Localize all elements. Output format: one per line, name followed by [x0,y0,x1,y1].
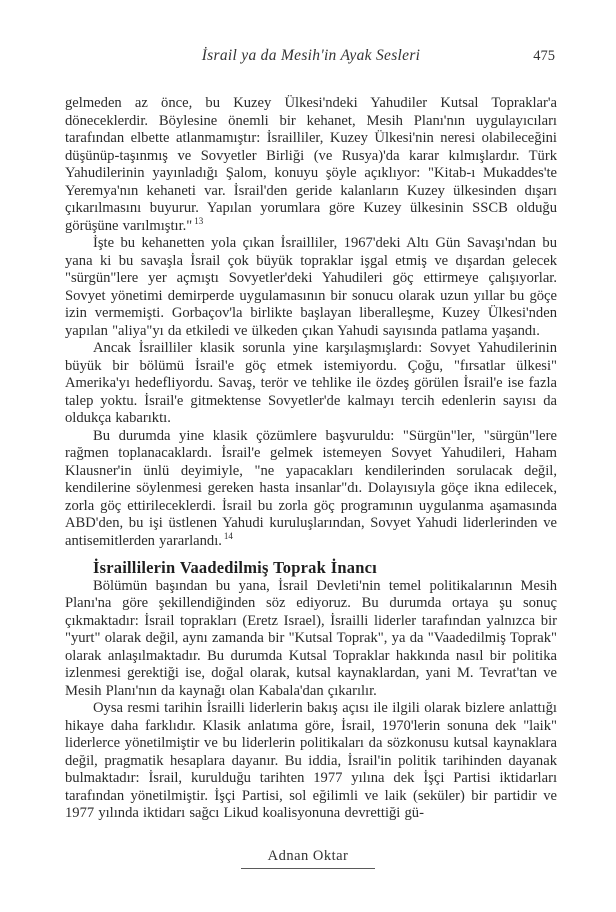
paragraph-text: Bu durumda yine klasik çözümlere başvuruldu: "Sürgün"ler, "sürgün"lere rağmen toplanacaklardı. İsrail'e gelmek istemeyen Sovyet Yahudileri, Haham Klausner'in ünlü deyimiyle, "ne yapacakları kendilerinden sorulacak değil, kendilerine söylenmesi gereken hasta insanlar"dı. Dolayısıyla göçe ikna edilecek, zorla göç ettirileceklerdi. İsrail bu zorla göç programının uygulanma aşamasında ABD'den, bu işi üstlenen Yahudi kuruluşlarından, Sovyet Yahudi liderlerinden ve antisemitlerden yararlandı. [65,427,557,549]
paragraph [65,340,557,428]
paragraph [65,700,557,823]
section-heading: İsraillilerin Vaadedilmiş Toprak İnancı [93,558,377,577]
paragraph [65,578,557,701]
running-title: İsrail ya da Mesih'in Ayak Sesleri [201,47,421,64]
paragraph-text: İşte bu kehanetten yola çıkan İsrailliler, 1967'deki Altı Gün Savaşı'ndan bu yana ki bu savaşla İsrail çok büyük topraklar işgal etmiş ve dışardan gelecek "sürgün"lere yer açmıştı Sovyetler'deki Yahudileri göç ettirmeye çalışıyorlar. Sovyet yönetimi demirperde uygulamasının bir sonucu olarak uzun yıllar bu göçe izin vermemişti. Gorbaçov'la birlikte başlayan liberalleşme, Kuzey Ülkesi'nden yapılan "aliya"yı da etkiledi ve ülkeden çıkan Yahudi sayısında patlama yaşandı. [65,235,557,339]
footnote-reference: 13 [194,215,204,226]
paragraph-text: Bölümün başından bu yana, İsrail Devleti'nin temel politikalarının Mesih Planı'na göre şekillendiğinden söz ediyoruz. Bu durumda ortaya şu sonuç çıkmaktadır: İsrail toprakları (Eretz Israel), İsrailli liderler tarafından yalnızca bir "yurt" olarak değil, aynı zamanda bir "Kutsal Toprak", ya da "Vaadedilmiş Toprak" olarak anlaşılmaktadır. Bu durumda Kutsal Topraklar hakkında nasıl bir politika izlenmesi gerektiği ise, doğal olarak, kutsal kaynaklardan, yani M. Tevrat'tan ve Mesih Planı'nın da kaynağı olan Kabala'dan çıkarılır. [65,577,557,699]
footnote-reference: 14 [223,530,233,541]
paragraph-text: gelmeden az önce, bu Kuzey Ülkesi'ndeki Yahudiler Kutsal Topraklar'a döneceklerdir. Böylesine önemli bir kehanet, Mesih Planı'nın uygulayıcıları tarafından elbette atlanmamıştır: İsrailliler, Kuzey Ülkesi'nin neresi olabileceğini düşünüp-taşınmış ve Sovyetler Birliği (ve Rusya)'da karar kılmışlardır. Türk Yahudilerinin yayınladığı Şalom, konuyu şöyle açıklıyor: "Kitab-ı Mukaddes'te Yeremya'nın kehaneti var. İsrail'den geride kalanların Kuzey ülkesinden dışarı çıkarılmasını buyurur. Yapılan yorumlara göre Kuzey ülkesinin SSCB olduğu görüşüne varılmıştır." [65,95,557,234]
running-header [65,47,557,69]
paragraph [65,428,557,551]
body-text [65,95,557,823]
paragraph [65,95,557,235]
footer-author: Adnan Oktar [241,848,376,869]
page-footer [0,847,616,869]
paragraph-text: Oysa resmi tarihin İsrailli liderlerin bakış açısı ile ilgili olarak bizlere anlattığı hikaye daha farklıdır. Klasik anlatıma göre, İsrail, 1970'lerin sonuna dek "laik" liderlerce yönetilmiştir ve bu liderlerin politikaları da sözkonusu kutsal kaynaklara değil, pragmatik hesaplara dayanır. Bu iddia, İsrail'in politik tarihinden dayanak bulmaktadır: İsrail, kurulduğu tarihten 1977 yılına dek İşçi Partisi iktidarları tarafından yönetilmiştir. İşçi Partisi, sol eğilimli ve laik (seküler) bir partidir ve 1977 yılında iktidarı sağcı Likud koalisyonuna devrettiği gü- [65,700,557,821]
paragraph-text: Ancak İsrailliler klasik sorunla yine karşılaşmışlardı: Sovyet Yahudilerinin büyük bir bölümü İsrail'e göç etmek istemiyordu. Çoğu, "fırsatlar ülkesi" Amerika'yı hedefliyordu. Savaş, terör ve tehlike ile özdeş görülen İsrail'e ise fazla talep yoktu. İsrail'e gitmektense Sovyetler'de kalmayı tercih edenlerin sayısı da oldukça kabarıktı. [65,340,557,426]
paragraph [65,235,557,340]
page-number: 475 [533,48,555,64]
